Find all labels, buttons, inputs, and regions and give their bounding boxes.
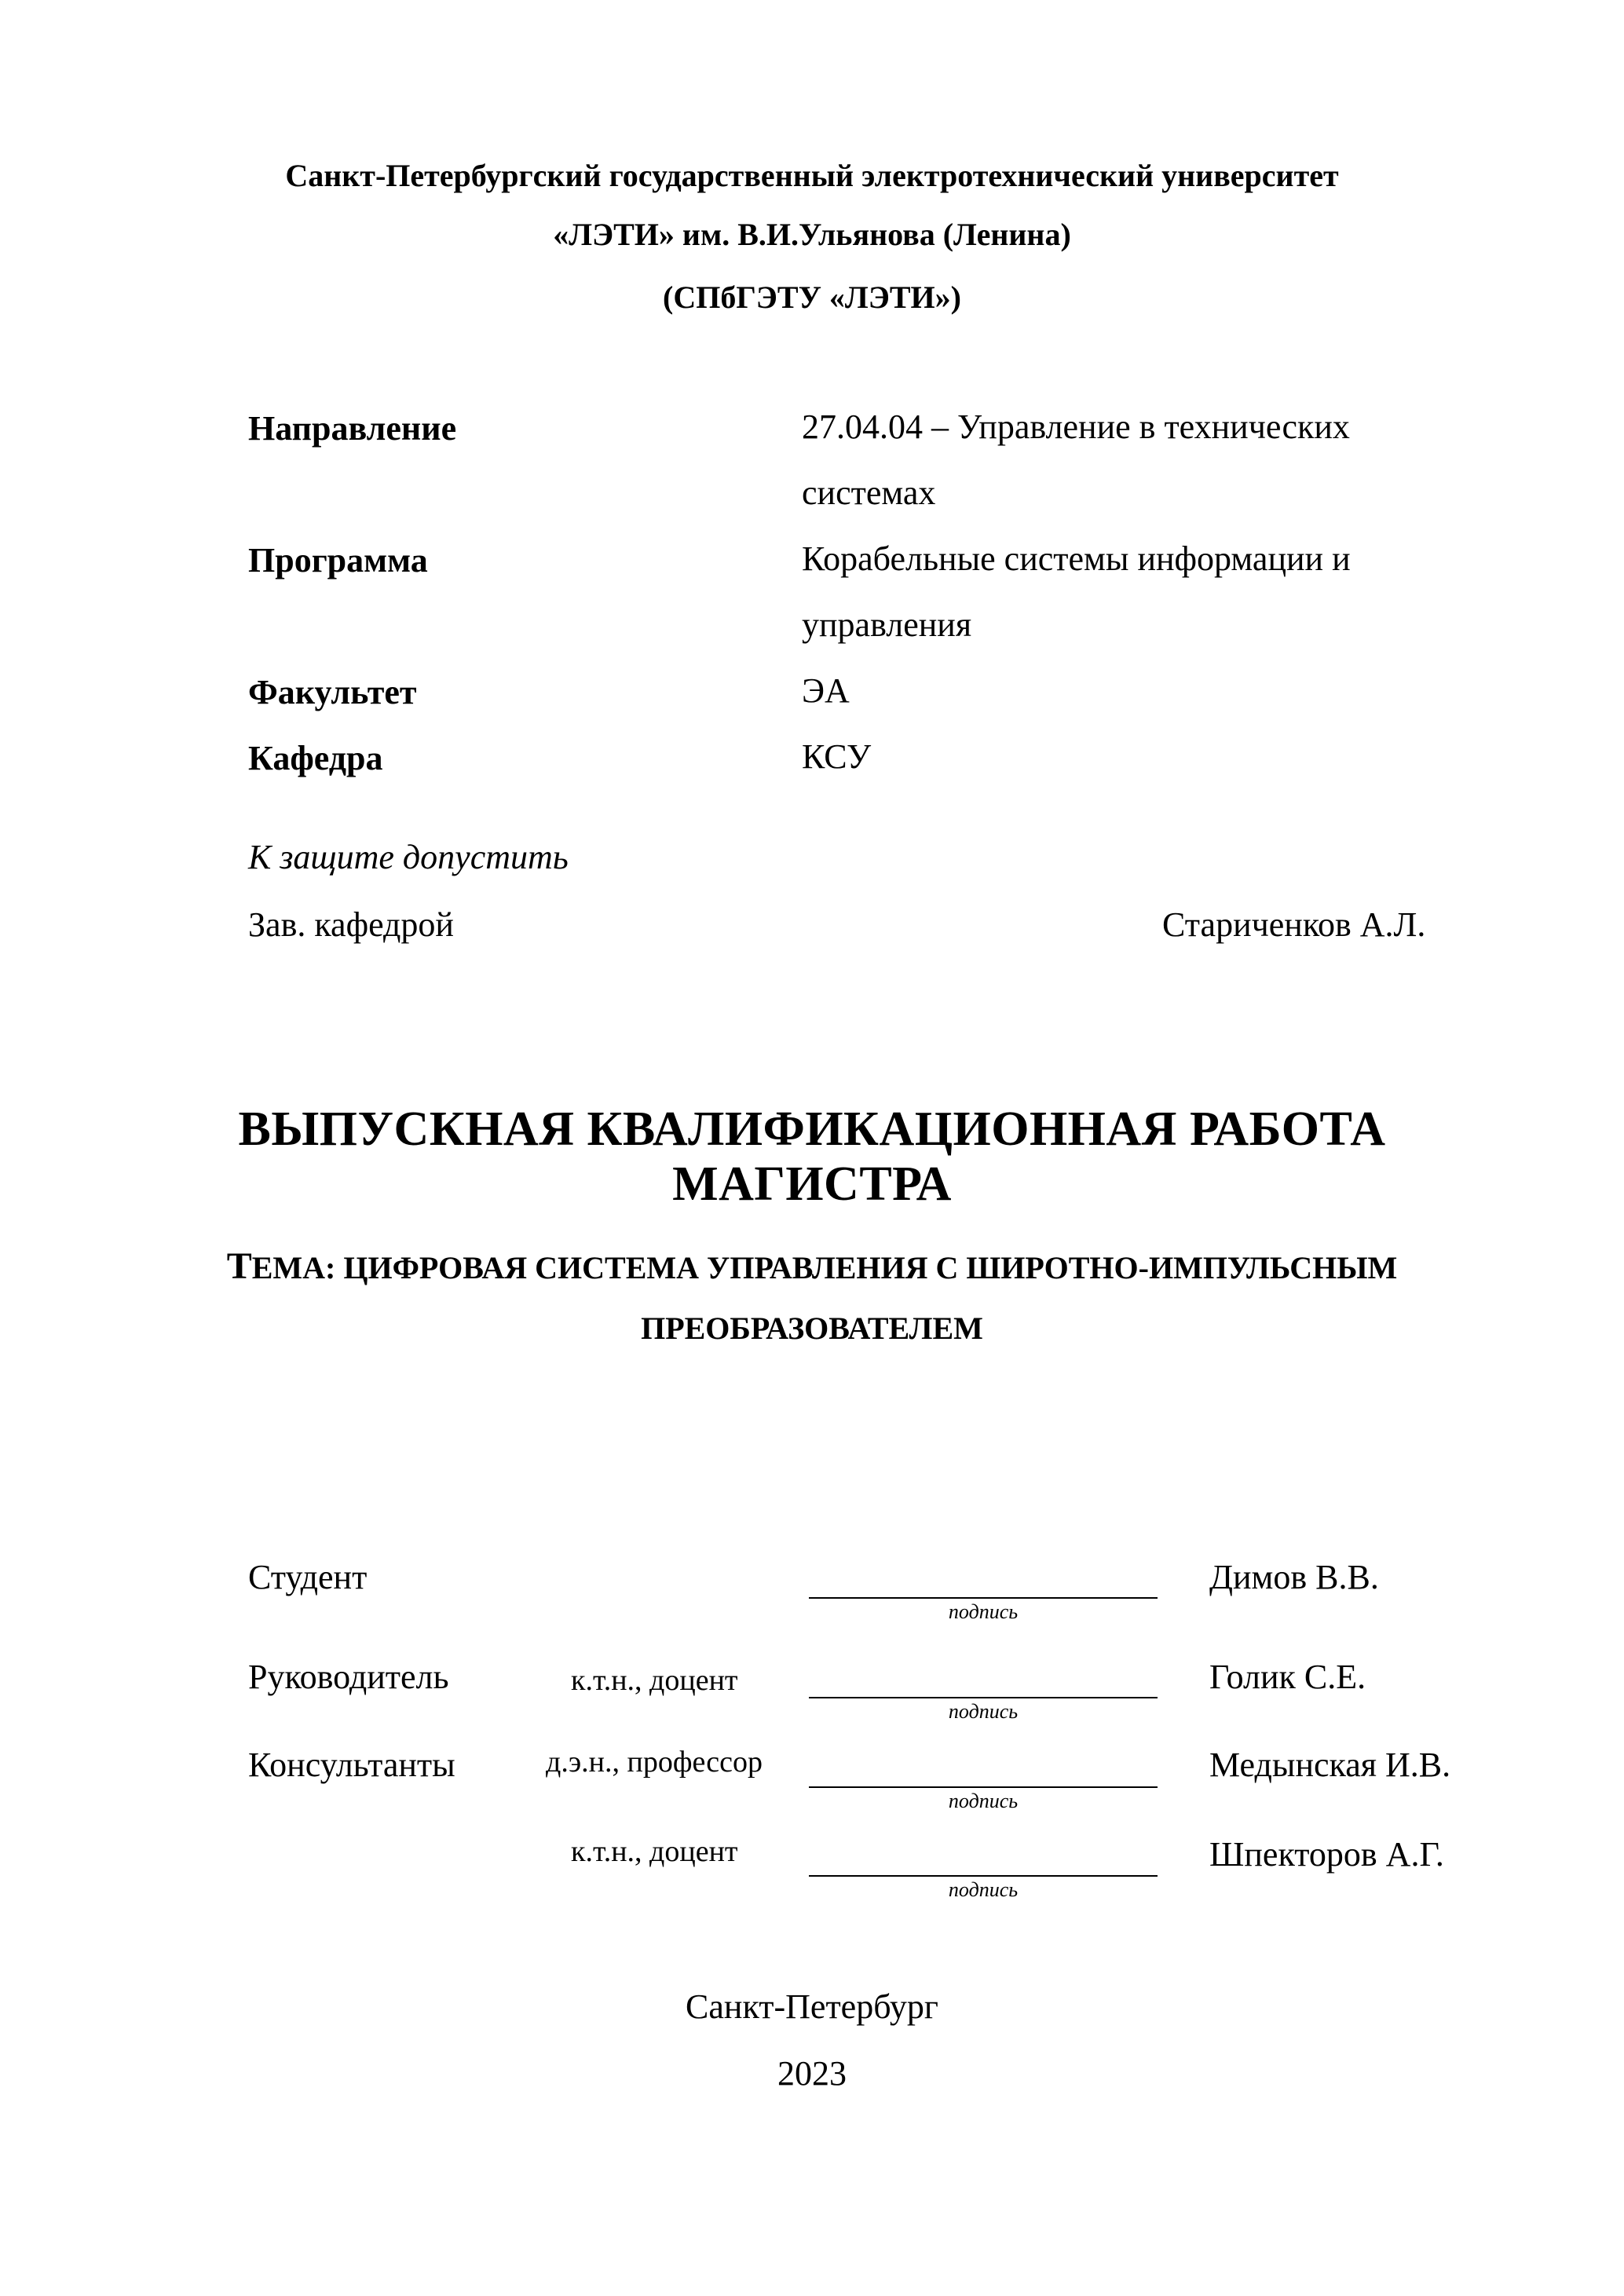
- thesis-title-line2: МАГИСТРА: [672, 1157, 952, 1211]
- signature-caption: подпись: [948, 1600, 1019, 1623]
- direction-value-line2: системах: [802, 473, 936, 512]
- thesis-theme-line2: ПРЕОБРАЗОВАТЕЛЕМ: [641, 1311, 983, 1346]
- footer-city: Санкт-Петербург: [686, 1987, 938, 2026]
- signature-role: Студент: [248, 1558, 368, 1596]
- university-abbreviation: (СПбГЭТУ «ЛЭТИ»): [663, 280, 961, 315]
- direction-value-line1: 27.04.04 – Управление в технических: [802, 408, 1350, 446]
- signature-name: Шпекторов А.Г.: [1209, 1835, 1444, 1874]
- program-value-line1: Корабельные системы информации и: [802, 539, 1351, 578]
- signature-line: [809, 1697, 1158, 1698]
- program-label: Программа: [248, 541, 428, 579]
- signature-name: Медынская И.В.: [1209, 1746, 1451, 1784]
- university-short-name: «ЛЭТИ» им. В.И.Ульянова (Ленина): [553, 217, 1071, 252]
- signature-name: Голик С.Е.: [1209, 1658, 1366, 1696]
- department-value: КСУ: [802, 737, 872, 776]
- theme-text: ЕМА: ЦИФРОВАЯ СИСТЕМА УПРАВЛЕНИЯ С ШИРОТНО-ИМПУЛЬСНЫМ: [251, 1250, 1398, 1285]
- signature-name: Димов В.В.: [1209, 1558, 1379, 1596]
- direction-label: Направление: [248, 409, 457, 448]
- thesis-title-line1: ВЫПУСКНАЯ КВАЛИФИКАЦИОННАЯ РАБОТА: [238, 1102, 1386, 1156]
- thesis-theme-line1: [0, 1245, 1624, 1288]
- signature-role: Руководитель: [248, 1658, 449, 1696]
- department-label: Кафедра: [248, 739, 383, 777]
- signature-rank: к.т.н., доцент: [571, 1664, 738, 1697]
- program-value-line2: управления: [802, 605, 972, 644]
- signature-line: [809, 1875, 1158, 1877]
- signature-line: [809, 1786, 1158, 1788]
- signature-caption: подпись: [948, 1878, 1019, 1901]
- head-of-department-name: Стариченков А.Л.: [1162, 905, 1426, 944]
- signature-line: [809, 1597, 1158, 1599]
- signature-caption: подпись: [948, 1790, 1019, 1812]
- theme-initial: Т: [226, 1245, 252, 1287]
- admit-to-defense: К защите допустить: [248, 838, 569, 876]
- faculty-value: ЭА: [802, 671, 850, 710]
- signature-role: Консультанты: [248, 1746, 455, 1784]
- signature-rank: к.т.н., доцент: [571, 1835, 738, 1868]
- signature-caption: подпись: [948, 1700, 1019, 1723]
- footer-year: 2023: [777, 2054, 847, 2093]
- university-name: Санкт-Петербургский государственный электротехнический университет: [285, 158, 1339, 193]
- head-of-department-label: Зав. кафедрой: [248, 905, 454, 944]
- signature-rank: д.э.н., профессор: [546, 1746, 763, 1779]
- faculty-label: Факультет: [248, 673, 417, 711]
